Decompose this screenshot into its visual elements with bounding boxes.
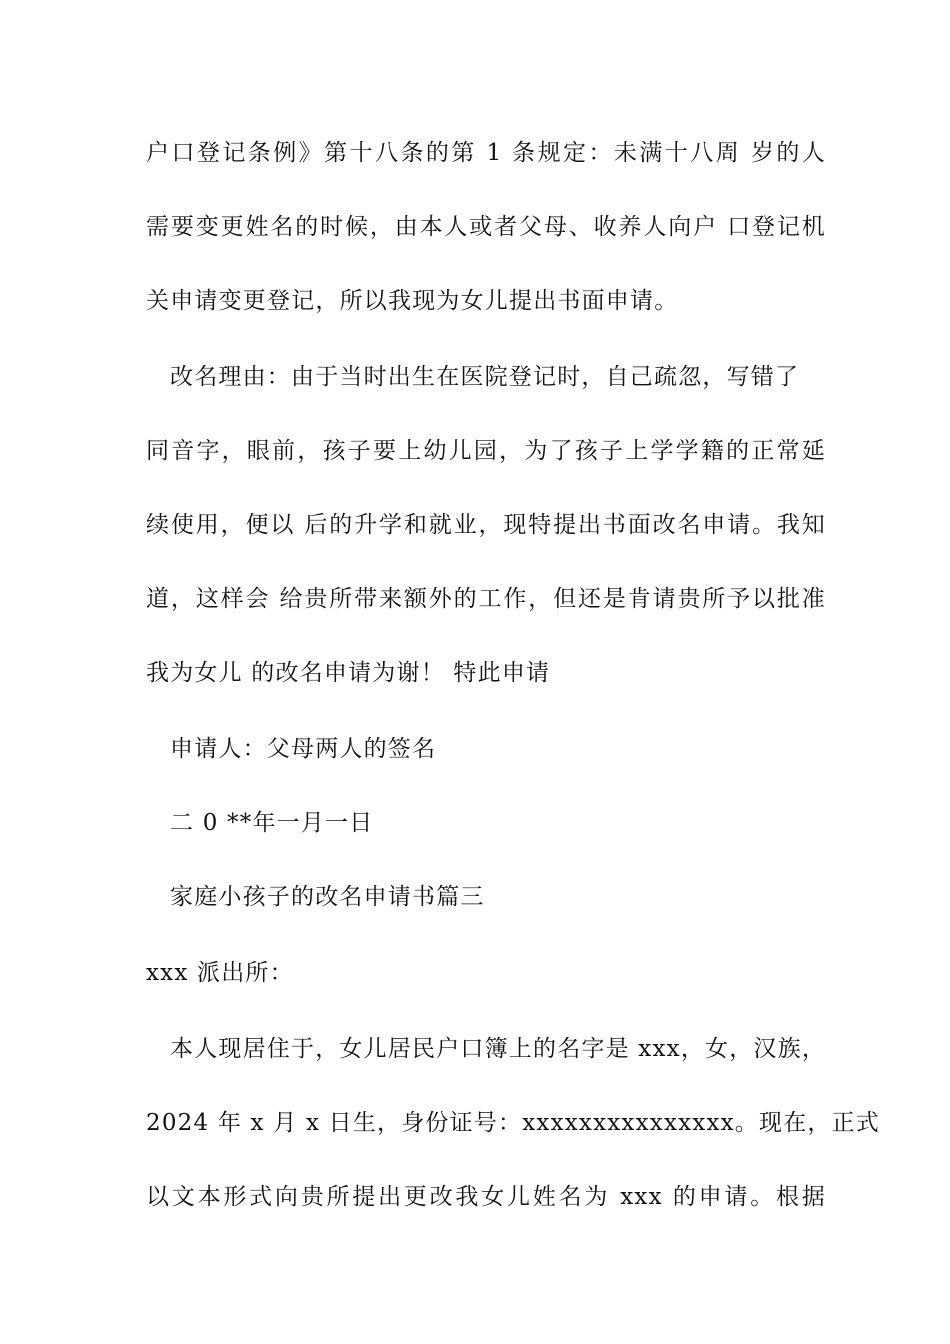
- paragraph-line: 本人现居住于，女儿居民户口簿上的名字是 xxx，女，汉族，: [170, 1036, 827, 1062]
- paragraph-line: 2024 年 x 月 x 日生，身份证号：xxxxxxxxxxxxxxx。现在，正式: [146, 1110, 880, 1136]
- paragraph-line: 道，这样会 给贵所带来额外的工作，但还是肯请贵所予以批准: [146, 586, 826, 612]
- paragraph-line: 户口登记条例》第十八条的第 1 条规定：未满十八周 岁的人: [146, 140, 826, 166]
- paragraph-line: 同音字，眼前，孩子要上幼儿园，为了孩子上学学籍的正常延: [146, 438, 826, 464]
- paragraph-line: 关申请变更登记，所以我现为女儿提出书面申请。: [146, 288, 679, 314]
- paragraph-line: 续使用，便以 后的升学和就业，现特提出书面改名申请。我知: [146, 512, 826, 538]
- section-title: 家庭小孩子的改名申请书篇三: [170, 884, 485, 910]
- paragraph-line: 需要变更姓名的时候，由本人或者父母、收养人向户 口登记机: [146, 214, 826, 240]
- paragraph-line: 我为女儿 的改名申请为谢！ 特此申请: [146, 660, 551, 686]
- paragraph-line: 改名理由：由于当时出生在医院登记时，自己疏忽，写错了: [170, 364, 800, 390]
- date-line: 二 0 **年一月一日: [170, 810, 374, 836]
- addressee: xxx 派出所：: [146, 960, 294, 986]
- paragraph-line: 以文本形式向贵所提出更改我女儿姓名为 xxx 的申请。根据: [146, 1184, 826, 1210]
- applicant-signature: 申请人：父母两人的签名: [170, 736, 437, 762]
